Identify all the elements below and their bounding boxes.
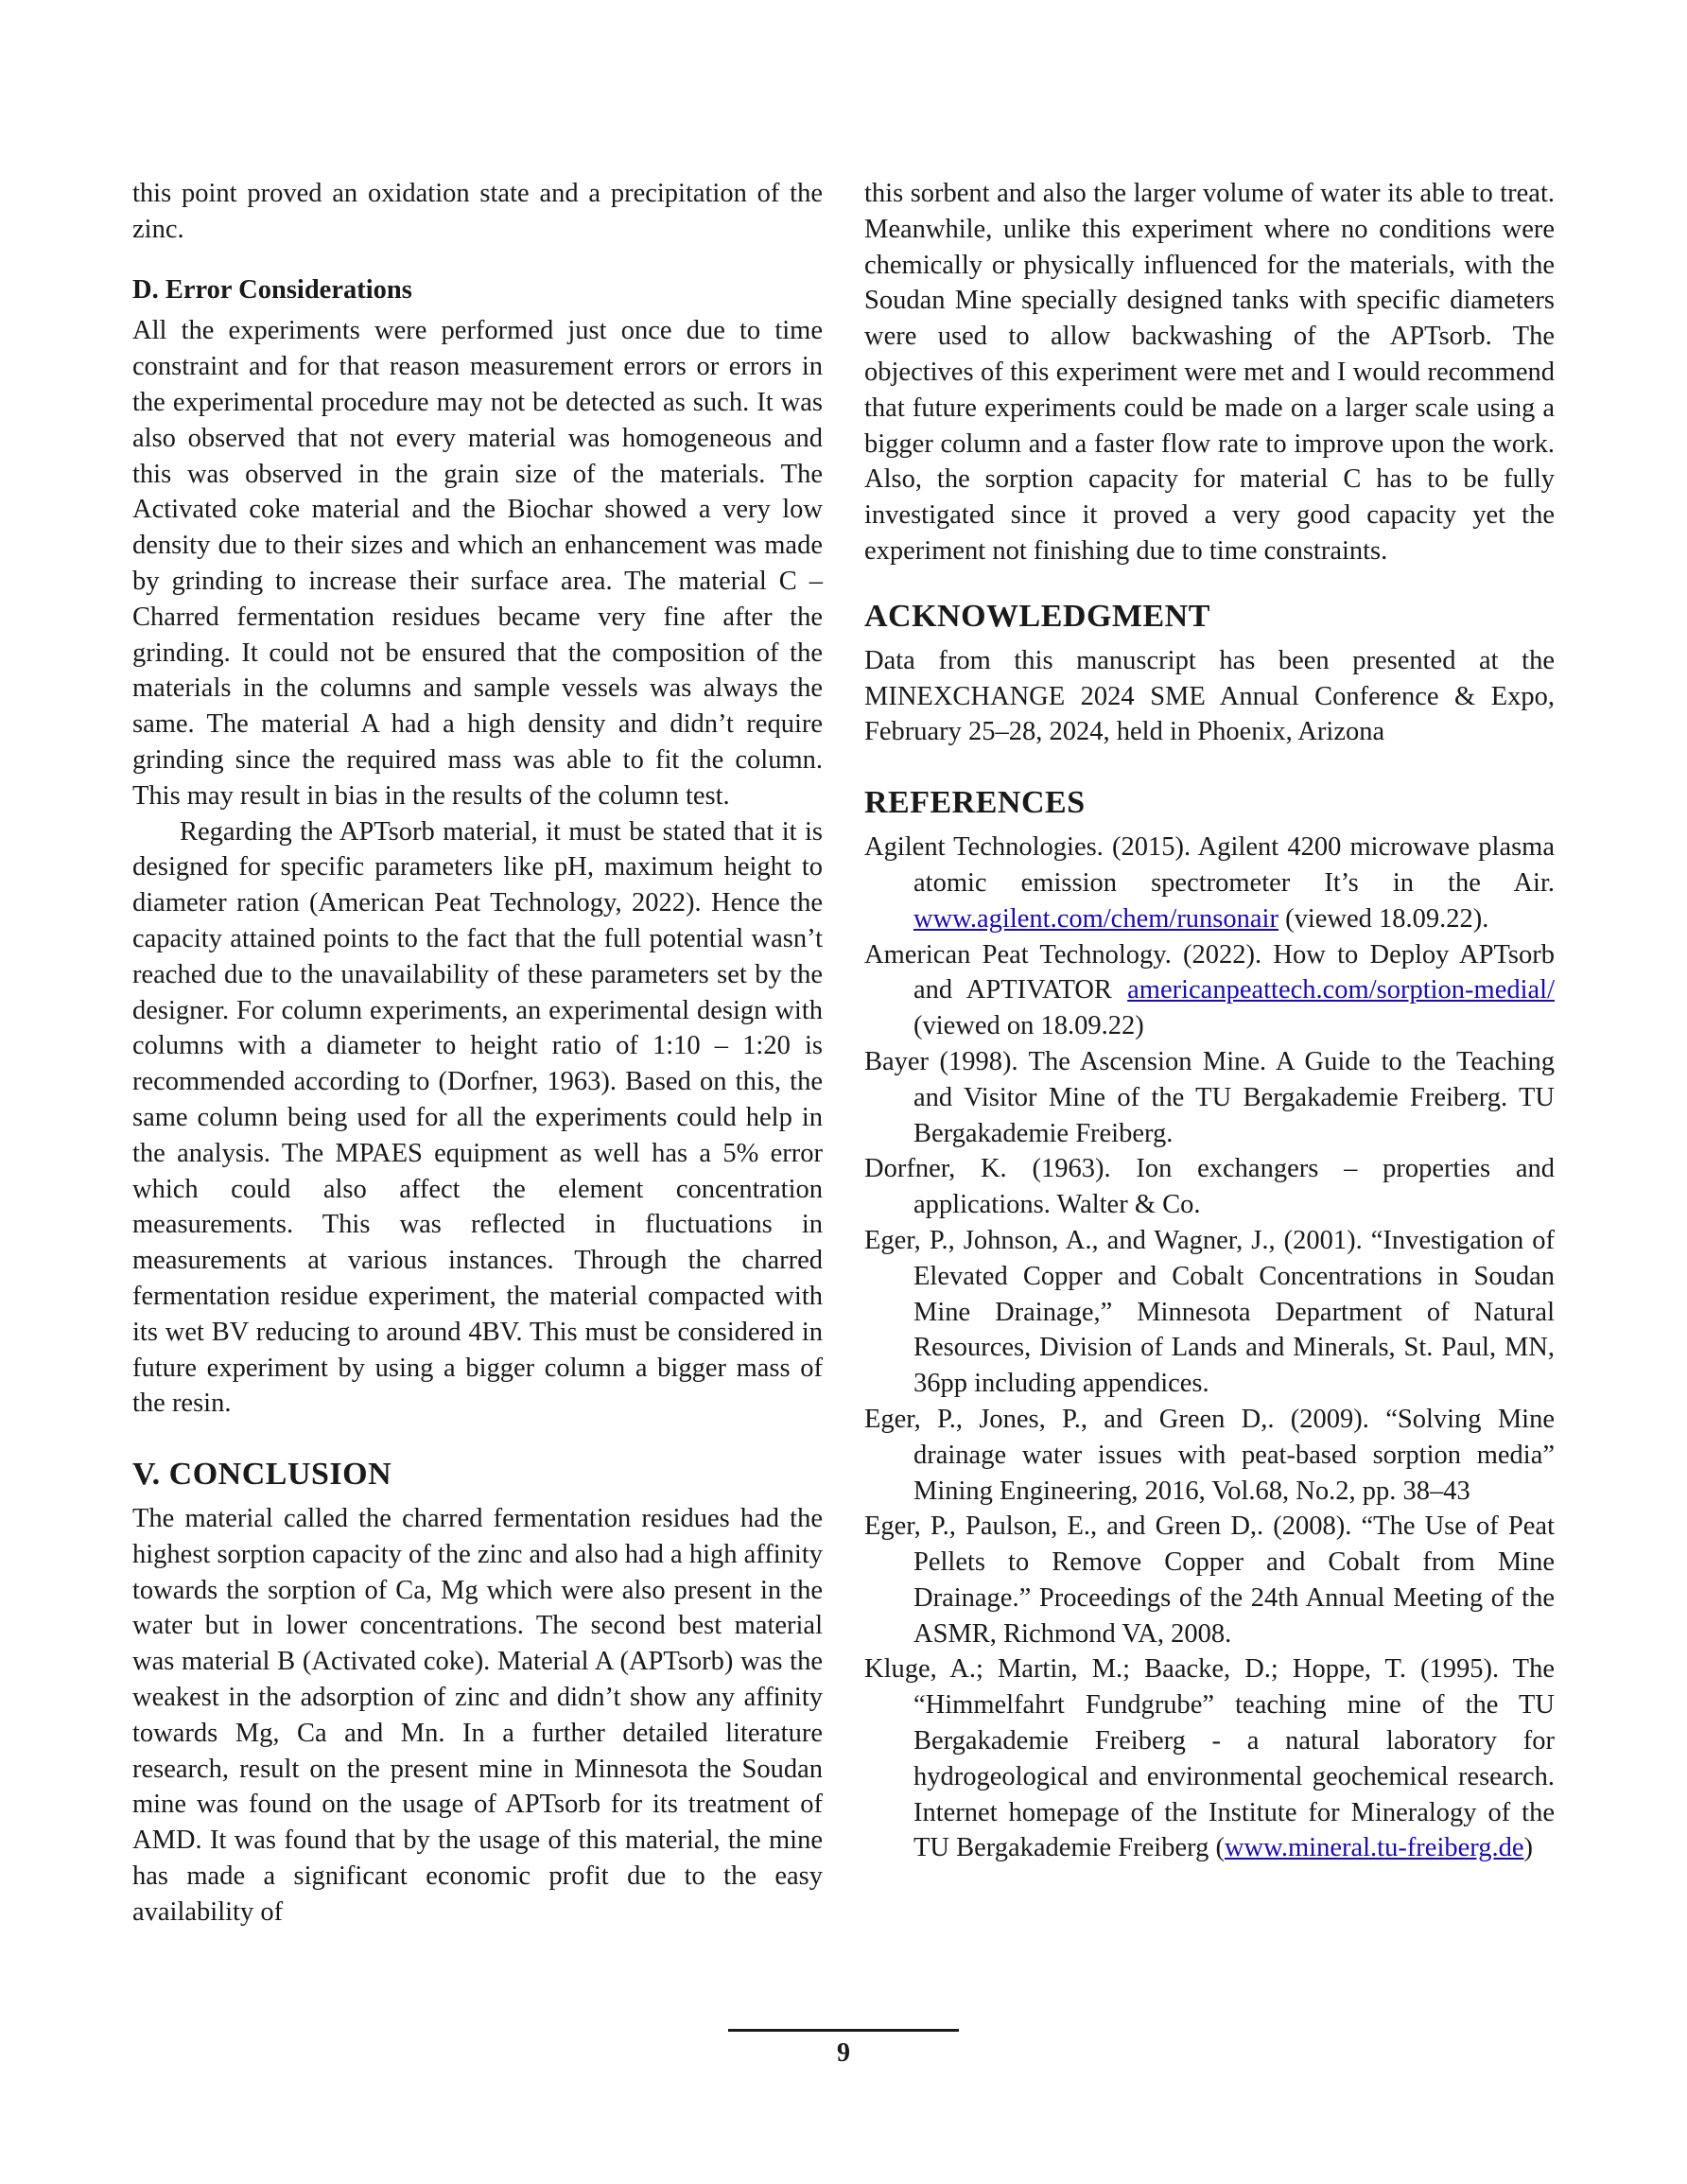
paragraph: this sorbent and also the larger volume of water its able to treat. Meanwhile, unlike this experiment where no conditions were chemically or physically influenced for the materials, with the Soudan Mine specially designed tanks with specific diameters were used to allow backwashing of the APTsorb. The objectives of this experiment were met and I would recommend that future experiments could be made on a larger scale using a bigger column and a faster flow rate to improve upon the work. Also, the sorption capacity for material C has to be fully investigated since it proved a very good capacity yet the experiment not finishing due to time constraints. — [864, 179, 1555, 566]
section-heading-references: REFERENCES — [864, 785, 1086, 821]
reference-item: Bayer (1998). The Ascension Mine. A Guide to the Teaching and Visitor Mine of the TU Bergakademie Freiberg. TU Bergakademie Freiberg. — [864, 1046, 1555, 1148]
reference-list — [864, 830, 1555, 1866]
right-column — [864, 176, 1555, 1866]
page-number: 9 — [837, 2038, 850, 2068]
left-column — [132, 176, 823, 1931]
reference-item: Dorfner, K. (1963). Ion exchangers – properties and applications. Walter & Co. — [864, 1154, 1555, 1220]
reference-item: American Peat Technology. (2022). How to Deploy APTsorb and APTIVATOR americanpeattech.com/sorption-medial/ (viewed on 18.09.22) — [864, 939, 1555, 1041]
reference-link[interactable]: americanpeattech.com/sorption-medial/ — [1127, 975, 1555, 1005]
footer-rule — [728, 2029, 959, 2032]
reference-item: Eger, P., Johnson, A., and Wagner, J., (2001). “Investigation of Elevated Copper and Cobalt Concentrations in Soudan Mine Drainage,” Minnesota Department of Natural Resources, Division of Lands and Minerals, St. Paul, MN, 36pp including appendices. — [864, 1225, 1555, 1399]
reference-link[interactable]: www.agilent.com/chem/runsonair — [913, 903, 1278, 934]
paragraph: Data from this manuscript has been presented at the MINEXCHANGE 2024 SME Annual Conference & Expo, February 25–28, 2024, held in Phoenix, Arizona — [864, 645, 1555, 747]
section-heading-acknowledgment: ACKNOWLEDGMENT — [864, 598, 1210, 634]
section-heading-conclusion: V. CONCLUSION — [132, 1457, 392, 1493]
section-heading-error-considerations: D. Error Considerations — [132, 274, 412, 305]
reference-link[interactable]: www.mineral.tu-freiberg.de — [1224, 1833, 1524, 1863]
paragraph: The material called the charred fermentation residues had the highest sorption capacity of the zinc and also had a high affinity towards the sorption of Ca, Mg which were also present in the water but in lower concentrations. The second best material was material B (Activated coke). Material A (APTsorb) was the weakest in the adsorption of zinc and didn’t show any affinity towards Mg, Ca and Mn. In a further detailed literature research, result on the present mine in Minnesota the Soudan mine was found on the usage of APTsorb for its treatment of AMD. It was found that by the usage of this material, the mine has made a significant economic profit due to the easy availability of — [132, 1504, 823, 1927]
reference-item: Kluge, A.; Martin, M.; Baacke, D.; Hoppe, T. (1995). The “Himmelfahrt Fundgrube” teaching mine of the TU Bergakademie Freiberg - a natural laboratory for hydrogeological and environmental geochemical research. Internet homepage of the Institute for Mineralogy of the TU Bergakademie Freiberg (www.mineral.tu-freiberg.de) — [864, 1654, 1555, 1863]
reference-item: Eger, P., Paulson, E., and Green D,. (2008). “The Use of Peat Pellets to Remove Copper and Cobalt from Mine Drainage.” Proceedings of the 24th Annual Meeting of the ASMR, Richmond VA, 2008. — [864, 1511, 1555, 1649]
reference-item: Eger, P., Jones, P., and Green D,. (2009). “Solving Mine drainage water issues with peat-based sorption media” Mining Engineering, 2016, Vol.68, No.2, pp. 38–43 — [864, 1404, 1555, 1506]
reference-item: Agilent Technologies. (2015). Agilent 4200 microwave plasma atomic emission spectrometer It’s in the Air. www.agilent.com/chem/runsonair (viewed 18.09.22). — [864, 832, 1555, 934]
paragraph: All the experiments were performed just once due to time constraint and for that reason measurement errors or errors in the experimental procedure may not be detected as such. It was also observed that not every material was homogeneous and this was observed in the grain size of the materials. The Activated coke material and the Biochar showed a very low density due to their sizes and which an enhancement was made by grinding to increase their surface area. The material C – Charred fermentation residues became very fine after the grinding. It could not be ensured that the composition of the materials in the columns and sample vessels was always the same. The material A had a high density and didn’t require grinding since the required mass was able to fit the column. This may result in bias in the results of the column test. — [132, 316, 823, 811]
paragraph: Regarding the APTsorb material, it must be stated that it is designed for specific parameters like pH, maximum height to diameter ration (American Peat Technology, 2022). Hence the capacity attained points to the fact that the full potential wasn’t reached due to the unavailability of these parameters set by the designer. For column experiments, an experimental design with columns with a diameter to height ratio of 1:10 – 1:20 is recommended according to (Dorfner, 1963). Based on this, the same column being used for all the experiments could help in the analysis. The MPAES equipment as well has a 5% error which could also affect the element concentration measurements. This was reflected in fluctuations in measurements at various instances. Through the charred fermentation residue experiment, the material compacted with its wet BV reducing to around 4BV. This must be considered in future experiment by using a bigger column a bigger mass of the resin. — [132, 816, 823, 1419]
paragraph: this point proved an oxidation state and a precipitation of the zinc. — [132, 179, 823, 244]
